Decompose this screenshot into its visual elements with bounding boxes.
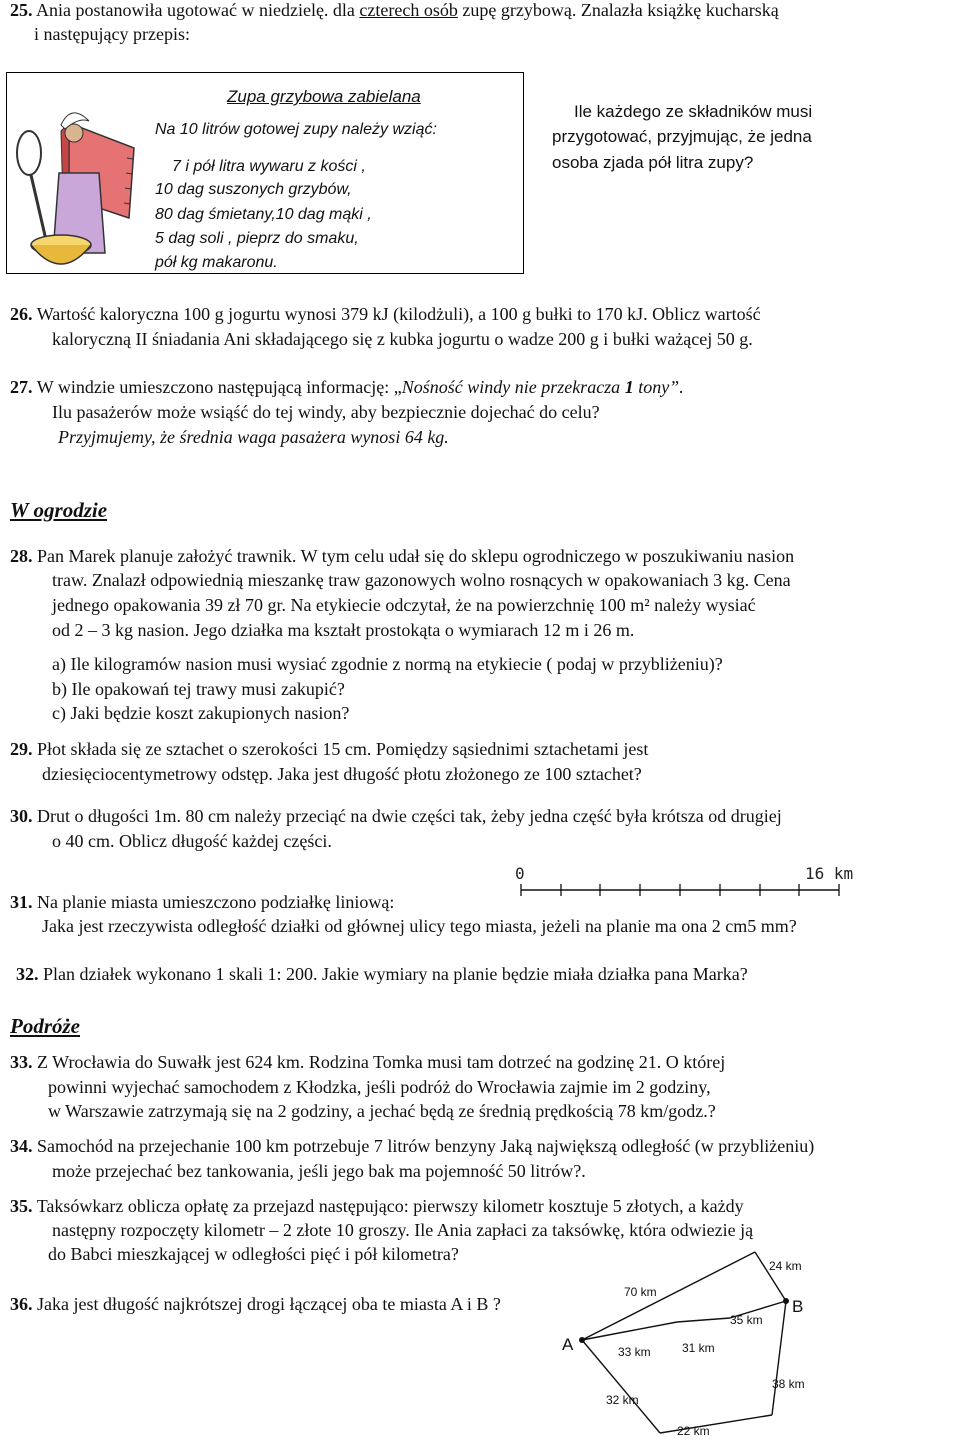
distance-label: 31 km — [682, 1341, 715, 1355]
problem-26-line1: 26. Wartość kaloryczna 100 g jogurtu wynosi 379 kJ (kilodżuli), a 100 g bułki to 170 kJ. Oblicz wartość — [10, 304, 761, 324]
problem-33-line2: powinni wyjechać samochodem z Kłodzka, jeśli podróż do Wrocławia zajmie im 2 godziny, — [48, 1077, 711, 1097]
distance-label: 35 km — [730, 1313, 763, 1327]
problem-33-line1: 33. Z Wrocławia do Suwałk jest 624 km. Rodzina Tomka musi tam dotrzeć na godzinę 21. O której — [10, 1052, 726, 1072]
problem-26-line2: kaloryczną II śniadania Ani składającego się z kubka jogurtu o wadze 200 g i bułki ważącej 50 g. — [52, 329, 753, 349]
road-31 — [677, 1318, 730, 1322]
problem-number: 25. — [10, 0, 33, 20]
city-b-label: B — [792, 1297, 804, 1316]
recipe-line: 10 dag suszonych grzybów, — [155, 181, 352, 198]
linear-scale — [505, 862, 875, 904]
problem-25-question: osoba zjada pół litra zupy? — [552, 153, 754, 172]
recipe-line: 5 dag soli , pieprz do smaku, — [155, 230, 359, 247]
problem-33-line3: w Warszawie zatrzymają się na 2 godziny, a jechać będą ze średnią prędkością 78 km/godz.? — [48, 1101, 716, 1121]
problem-36-line1: 36. Jaka jest długość najkrótszej drogi łączącej oba te miasta A i B ? — [10, 1294, 501, 1314]
problem-30-line1: 30. Drut o długości 1m. 80 cm należy przeciąć na dwie części tak, żeby jedna część była krótsza od drugiej — [10, 806, 782, 826]
problem-28-b: b) Ile opakowań tej trawy musi zakupić? — [52, 679, 345, 699]
problem-28-line4: od 2 – 3 kg nasion. Jego działka ma kształt prostokąta o wymiarach 12 m i 26 m. — [52, 620, 635, 640]
scale-end-label: 16 km — [805, 864, 854, 883]
problem-28-a: a) Ile kilogramów nasion musi wysiać zgodnie z normą na etykiecie ( podaj w przybliżeniu)? — [52, 654, 723, 674]
distance-label: 38 km — [772, 1377, 805, 1391]
section-title-travel: Podróże — [10, 1014, 80, 1038]
problem-27-line2: Ilu pasażerów może wsiąść do tej windy, aby bezpiecznie dojechać do celu? — [52, 402, 600, 422]
problem-29-line2: dziesięciocentymetrowy odstęp. Jaka jest długość płotu złożonego ze 100 sztachet? — [42, 764, 642, 784]
spoon-icon — [17, 131, 41, 175]
problem-29-line1: 29. Płot składa się ze sztachet o szerokości 15 cm. Pomiędzy sąsiednimi sztachetami jest — [10, 739, 649, 759]
distance-label: 24 km — [769, 1259, 802, 1273]
problem-35-line3: do Babci mieszkającej w odległości pięć i pół kilometra? — [48, 1244, 459, 1264]
scale-start-label: 0 — [515, 864, 525, 883]
problem-28-line1: 28. Pan Marek planuje założyć trawnik. W tym celu udał się do sklepu ogrodniczego w poszukiwaniu nasion — [10, 546, 795, 566]
problem-30-line2: o 40 cm. Oblicz długość każdej części. — [52, 831, 332, 851]
distance-label: 70 km — [624, 1285, 657, 1299]
section-title-garden: W ogrodzie — [10, 498, 108, 522]
problem-31-line1: 31. Na planie miasta umieszczono podziałkę liniową: — [10, 892, 395, 912]
problem-35-line1: 35. Taksówkarz oblicza opłatę za przejazd następująco: pierwszy kilometr kosztuje 5 złotych, a każdy — [10, 1196, 744, 1216]
problem-25-line2: i następujący przepis: — [34, 24, 190, 44]
problem-25-question: przygotować, przyjmując, że jedna — [552, 127, 812, 146]
road-33 — [582, 1322, 677, 1340]
problem-25-line1: 25. Ania postanowiła ugotować w niedzielę. dla czterech osób zupę grzybową. Znalazła książkę kucharską — [10, 0, 779, 20]
cookbook-illustration — [9, 103, 149, 273]
problem-28-c: c) Jaki będzie koszt zakupionych nasion? — [52, 703, 350, 723]
problem-35-line2: następny rozpoczęty kilometr – 2 złote 10 groszy. Ile Ania zapłaci za taksówkę, która odwiezie ją — [52, 1220, 754, 1240]
city-a-dot — [579, 1337, 585, 1343]
problem-27-line3: Przyjmujemy, że średnia waga pasażera wynosi 64 kg. — [58, 427, 449, 447]
problem-34-line1: 34. Samochód na przejechanie 100 km potrzebuje 7 litrów benzyny Jaką największą odległość (w przybliżeniu) — [10, 1136, 815, 1156]
bowl-icon — [31, 245, 91, 264]
recipe-title: Zupa grzybowa zabielana — [227, 87, 421, 106]
recipe-line: 7 i pół litra wywaru z kości , — [172, 158, 366, 175]
problem-28-line2: traw. Znalazł odpowiednią mieszankę traw gazonowych wolno rosnących w opakowaniach 3 kg. Cena — [52, 570, 791, 590]
recipe-intro: Na 10 litrów gotowej zupy należy wziąć: — [155, 121, 437, 138]
city-a-label: A — [562, 1335, 574, 1354]
problem-25-question: Ile każdego ze składników musi — [574, 102, 813, 121]
problem-34-line2: może przejechać bez tankowania, jeśli jego bak ma pojemność 50 litrów?. — [52, 1161, 586, 1181]
recipe-line: 80 dag śmietany,10 dag mąki , — [155, 206, 372, 223]
distance-label: 33 km — [618, 1345, 651, 1359]
recipe-box — [6, 72, 524, 274]
problem-31-line2: Jaka jest rzeczywista odległość działki od głównej ulicy tego miasta, jeżeli na planie ma ona 2 cm5 mm? — [42, 916, 797, 936]
distance-label: 32 km — [606, 1393, 639, 1407]
road-38 — [772, 1301, 786, 1415]
distance-label: 22 km — [677, 1424, 710, 1438]
problem-28-line3: jednego opakowania 39 zł 70 gr. Na etykiecie odczytał, że na powierzchnię 100 m² należy wysiać — [52, 595, 756, 615]
recipe-line: pół kg makaronu. — [155, 254, 278, 271]
problem-27-line1: 27. W windzie umieszczono następującą informację: „Nośność windy nie przekracza 1 tony”. — [10, 377, 684, 397]
problem-32-line1: 32. Plan działek wykonano 1 skali 1: 200. Jakie wymiary na planie będzie miała działka pana Marka? — [16, 964, 748, 984]
city-b-dot — [783, 1298, 789, 1304]
road-map — [560, 1240, 820, 1440]
